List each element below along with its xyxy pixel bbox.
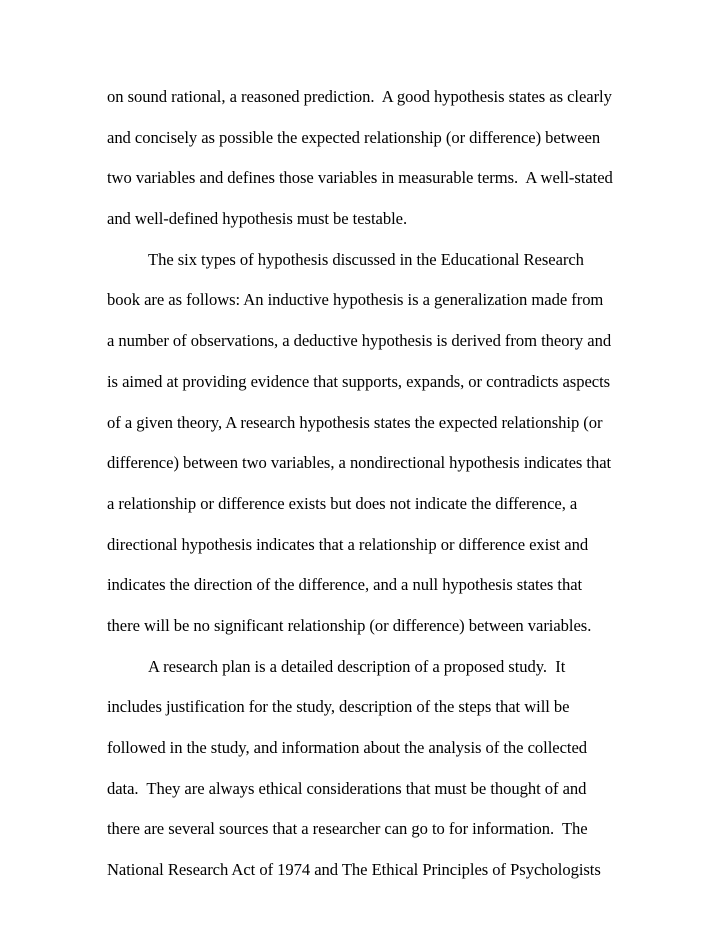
text-line: a relationship or difference exists but does not indicate the difference, a: [107, 493, 578, 513]
text-line: directional hypothesis indicates that a relationship or difference exist and: [107, 534, 589, 554]
text-line: two variables and defines those variables in measurable terms. A well-stated: [107, 168, 613, 188]
body-text: [107, 87, 627, 901]
text-line: is aimed at providing evidence that supports, expands, or contradicts aspects: [107, 371, 611, 391]
paragraph-first-line: The six types of hypothesis discussed in the Educational Research: [148, 249, 584, 269]
text-line: includes justification for the study, description of the steps that will be: [107, 697, 570, 717]
text-line: book are as follows: An inductive hypothesis is a generalization made from: [107, 290, 604, 310]
text-line: on sound rational, a reasoned prediction. A good hypothesis states as clearly: [107, 87, 612, 106]
text-line: there are several sources that a researcher can go to for information. The: [107, 819, 588, 839]
text-line: there will be no significant relationship (or difference) between variables.: [107, 615, 592, 635]
paragraph-first-line: A research plan is a detailed description of a proposed study. It: [148, 656, 566, 676]
text-line: and concisely as possible the expected relationship (or difference) between: [107, 127, 601, 147]
text-line: data. They are always ethical considerations that must be thought of and: [107, 778, 587, 798]
text-line: difference) between two variables, a nondirectional hypothesis indicates that: [107, 453, 612, 473]
text-line: followed in the study, and information about the analysis of the collected: [107, 738, 588, 757]
text-line: indicates the direction of the difference, and a null hypothesis states that: [107, 575, 583, 595]
text-line: National Research Act of 1974 and The Ethical Principles of Psychologists: [107, 860, 601, 880]
text-line: and well-defined hypothesis must be testable.: [107, 209, 408, 229]
text-line: of a given theory, A research hypothesis states the expected relationship (or: [107, 412, 603, 432]
text-line: a number of observations, a deductive hypothesis is derived from theory and: [107, 331, 612, 351]
